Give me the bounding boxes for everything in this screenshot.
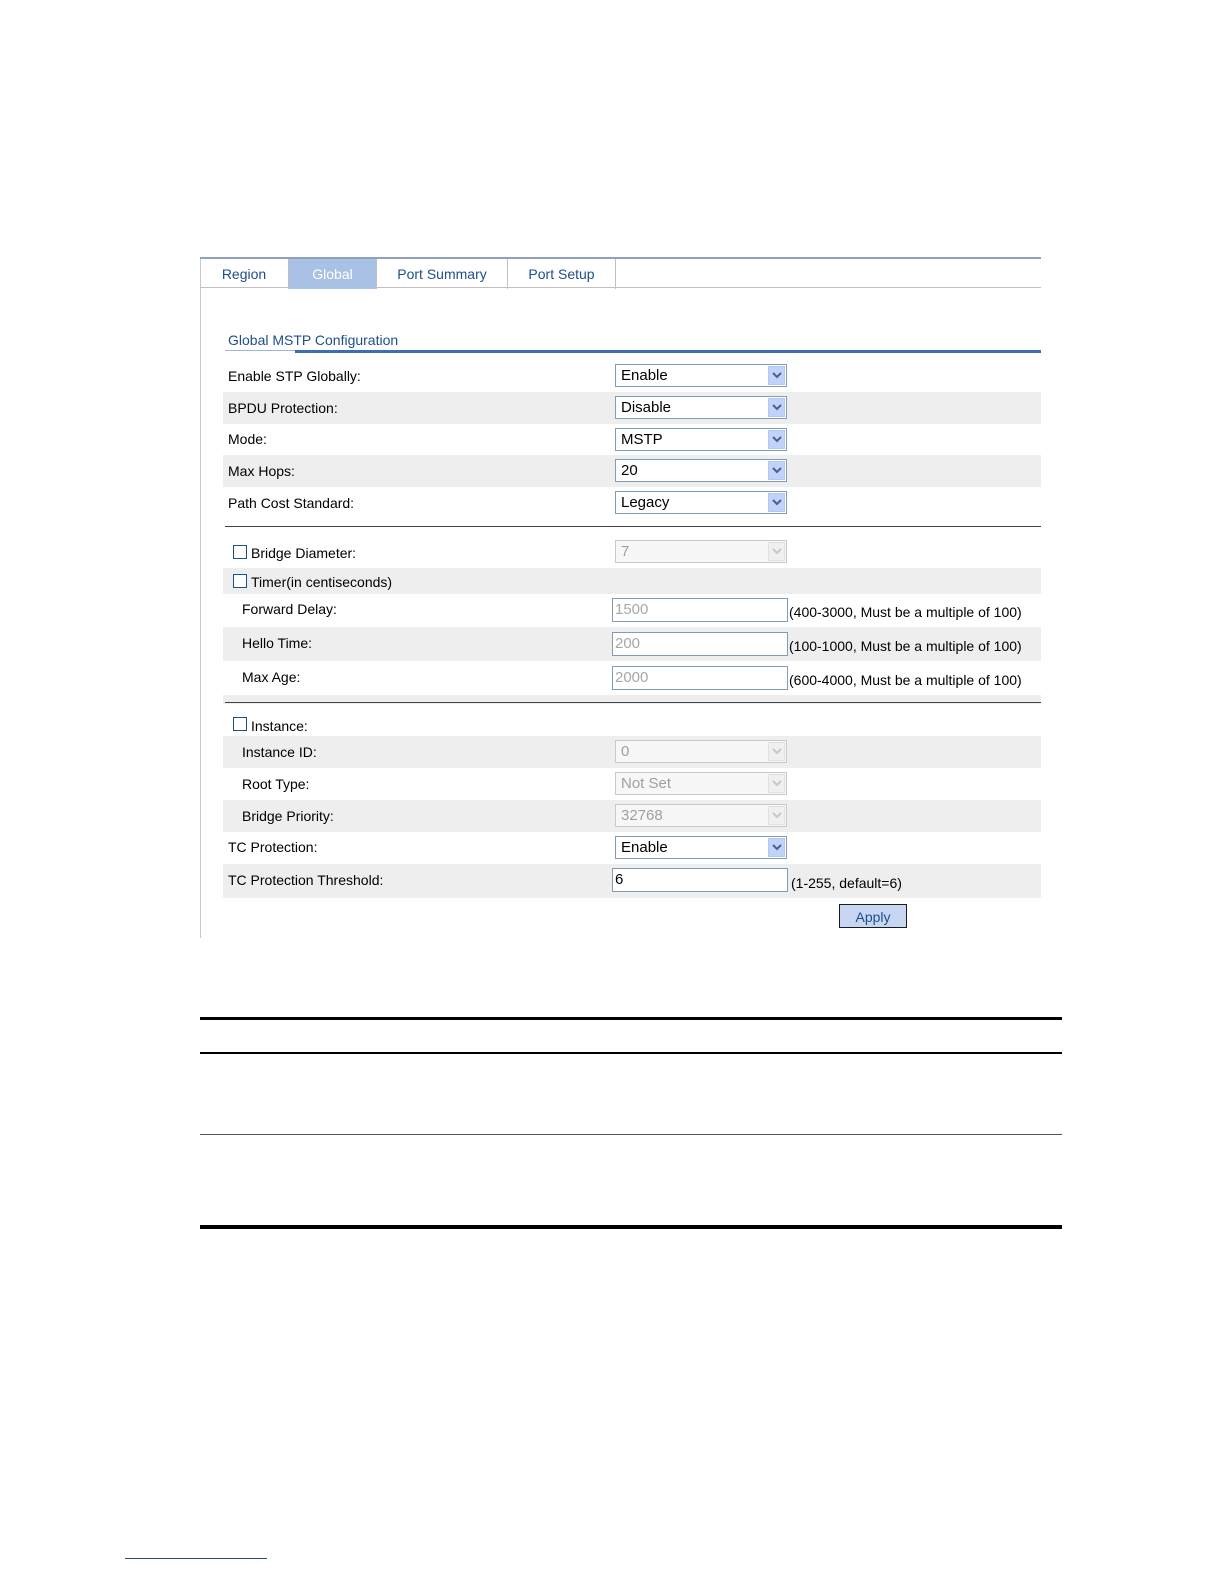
enable-stp-value: Enable: [621, 367, 668, 384]
bpdu-protection-label: BPDU Protection:: [228, 400, 338, 416]
chevron-down-icon: [768, 774, 785, 793]
max-hops-select[interactable]: [615, 459, 787, 482]
tc-protection-value: Enable: [621, 839, 668, 856]
instance-checkbox[interactable]: [233, 717, 247, 731]
chevron-down-icon: [768, 493, 785, 512]
max-age-hint: (600-4000, Must be a multiple of 100): [789, 672, 1022, 688]
section-rule: [225, 350, 295, 351]
table-rule: [200, 1134, 1062, 1135]
root-type-value: Not Set: [621, 775, 672, 792]
forward-delay-hint: (400-3000, Must be a multiple of 100): [789, 604, 1022, 620]
mode-value: MSTP: [621, 431, 663, 448]
tab-global[interactable]: Global: [289, 259, 377, 289]
forward-delay-label: Forward Delay:: [242, 601, 337, 617]
bpdu-protection-value: Disable: [621, 399, 672, 416]
hello-time-input[interactable]: 200: [612, 632, 788, 656]
path-cost-label: Path Cost Standard:: [228, 495, 355, 511]
separator: [225, 526, 1041, 527]
bpdu-protection-select[interactable]: [615, 396, 787, 419]
bridge-diameter-value: 7: [621, 543, 630, 560]
tc-protection-label: TC Protection:: [228, 839, 318, 855]
bridge-diameter-label: Bridge Diameter:: [251, 545, 357, 561]
tc-threshold-hint: (1-255, default=6): [791, 875, 902, 891]
instance-id-select[interactable]: [615, 740, 787, 763]
timer-checkbox[interactable]: [233, 574, 247, 588]
max-age-input[interactable]: 2000: [612, 666, 788, 690]
enable-stp-label: Enable STP Globally:: [228, 368, 361, 384]
path-cost-select[interactable]: [615, 491, 787, 514]
chevron-down-icon: [768, 366, 785, 385]
enable-stp-select[interactable]: [615, 364, 787, 387]
tab-port-summary[interactable]: Port Summary: [377, 259, 508, 289]
panel-border: [200, 257, 201, 938]
bridge-diameter-checkbox[interactable]: [233, 545, 247, 559]
bridge-diameter-select[interactable]: [615, 540, 787, 563]
instance-label: Instance:: [251, 718, 308, 734]
footnote-rule: [125, 1558, 267, 1559]
tc-protection-select[interactable]: [615, 836, 787, 859]
path-cost-value: Legacy: [621, 494, 670, 511]
instance-id-value: 0: [621, 743, 630, 760]
root-type-select[interactable]: [615, 772, 787, 795]
separator: [225, 702, 1041, 703]
chevron-down-icon: [768, 461, 785, 480]
chevron-down-icon: [768, 542, 785, 561]
table-rule: [200, 1017, 1062, 1020]
hello-time-label: Hello Time:: [242, 635, 313, 651]
section-rule: [295, 350, 1041, 353]
apply-button[interactable]: Apply: [839, 904, 907, 928]
chevron-down-icon: [768, 430, 785, 449]
max-age-label: Max Age:: [242, 669, 301, 685]
table-rule: [200, 1225, 1062, 1229]
bridge-priority-select[interactable]: [615, 804, 787, 827]
forward-delay-input[interactable]: 1500: [612, 598, 788, 622]
root-type-label: Root Type:: [242, 776, 310, 792]
table-rule: [200, 1052, 1062, 1054]
tab-port-setup[interactable]: Port Setup: [508, 259, 616, 289]
mode-label: Mode:: [228, 431, 267, 447]
section-title: Global MSTP Configuration: [228, 332, 399, 348]
tab-bar: [200, 257, 1041, 288]
timer-label: Timer(in centiseconds): [251, 574, 393, 590]
chevron-down-icon: [768, 742, 785, 761]
bridge-priority-value: 32768: [621, 807, 663, 824]
chevron-down-icon: [768, 838, 785, 857]
tc-threshold-input[interactable]: 6: [612, 868, 788, 892]
chevron-down-icon: [768, 806, 785, 825]
mode-select[interactable]: [615, 428, 787, 451]
bridge-priority-label: Bridge Priority:: [242, 808, 334, 824]
chevron-down-icon: [768, 398, 785, 417]
hello-time-hint: (100-1000, Must be a multiple of 100): [789, 638, 1022, 654]
tab-region[interactable]: Region: [200, 259, 289, 289]
instance-id-label: Instance ID:: [242, 744, 317, 760]
max-hops-value: 20: [621, 462, 638, 479]
max-hops-label: Max Hops:: [228, 463, 295, 479]
tc-threshold-label: TC Protection Threshold:: [228, 872, 384, 888]
